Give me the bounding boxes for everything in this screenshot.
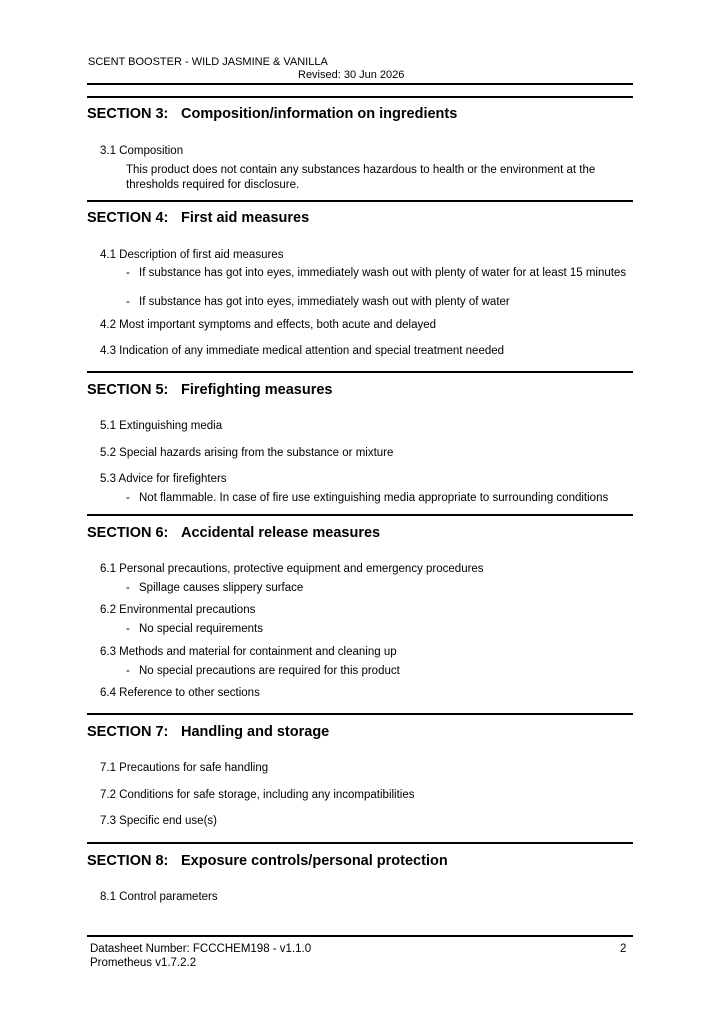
subsection-6-1-bullet-1: - Spillage causes slippery surface [126,581,636,595]
section-6-title: Accidental release measures [181,525,381,541]
subsection-7-2-label: 7.2 Conditions for safe storage, including any incompatibilities [100,789,415,801]
section-4-top-rule [87,200,633,202]
footer-software-version: Prometheus v1.7.2.2 [90,957,197,969]
section-3-title: Composition/information on ingredients [181,106,458,122]
subsection-3-1-label: 3.1 Composition [100,145,184,157]
subsection-8-1-label: 8.1 Control parameters [100,891,218,903]
section-3-heading [87,106,457,123]
bullet-text: If substance has got into eyes, immediately wash out with plenty of water [139,296,510,308]
subsection-5-2-label: 5.2 Special hazards arising from the substance or mixture [100,447,394,459]
section-4-title: First aid measures [181,210,310,226]
section-7-title: Handling and storage [181,724,330,740]
section-8-top-rule [87,842,633,844]
footer-datasheet-number: Datasheet Number: FCCCHEM198 - v1.1.0 [90,943,312,955]
subsection-5-1-label: 5.1 Extinguishing media [100,420,223,432]
subsection-4-1-bullet-1: - If substance has got into eyes, immediately wash out with plenty of water for at least 15 minutes [126,266,636,280]
subsection-6-3-label: 6.3 Methods and material for containment and cleaning up [100,646,397,658]
section-6-top-rule [87,514,633,516]
subsection-4-1-bullet-2: - If substance has got into eyes, immediately wash out with plenty of water [126,295,636,309]
subsection-7-3-label: 7.3 Specific end use(s) [100,815,217,827]
page-number: 2 [620,943,627,955]
subsection-6-4-label: 6.4 Reference to other sections [100,687,260,699]
section-6-heading [87,525,380,542]
section-3-top-rule [87,96,633,98]
subsection-5-3-label: 5.3 Advice for firefighters [100,473,227,485]
subsection-3-1-text: This product does not contain any substances hazardous to health or the environment at the thresholds required for disclosure. [126,164,596,191]
section-3-number: SECTION 3: [87,106,169,122]
section-4-heading [87,210,309,227]
section-5-title: Firefighting measures [181,382,333,398]
document-header-revised: Revised: 30 Jun 2026 [298,69,405,81]
subsection-6-3-bullet-1: - No special precautions are required for this product [126,664,636,678]
footer-divider [87,935,633,937]
bullet-text: No special precautions are required for this product [139,665,400,677]
section-7-heading [87,724,329,741]
section-5-number: SECTION 5: [87,382,169,398]
subsection-4-2-label: 4.2 Most important symptoms and effects, both acute and delayed [100,319,437,331]
section-4-number: SECTION 4: [87,210,169,226]
section-8-heading [87,853,448,870]
section-5-heading [87,382,332,399]
document-header-product: SCENT BOOSTER - WILD JASMINE & VANILLA [88,56,328,68]
subsection-5-3-bullet-1: - Not flammable. In case of fire use extinguishing media appropriate to surrounding conditions [126,491,636,505]
section-7-top-rule [87,713,633,715]
section-6-number: SECTION 6: [87,525,169,541]
subsection-6-2-bullet-1: - No special requirements [126,622,636,636]
section-5-top-rule [87,371,633,373]
subsection-4-3-label: 4.3 Indication of any immediate medical attention and special treatment needed [100,345,505,357]
subsection-6-2-label: 6.2 Environmental precautions [100,604,256,616]
bullet-text: No special requirements [139,623,264,635]
bullet-text: Not flammable. In case of fire use extinguishing media appropriate to surrounding conditions [139,492,609,504]
bullet-text: Spillage causes slippery surface [139,582,304,594]
subsection-4-1-label: 4.1 Description of first aid measures [100,249,284,261]
section-7-number: SECTION 7: [87,724,169,740]
header-divider [87,83,633,85]
bullet-text: If substance has got into eyes, immediately wash out with plenty of water for at least 15 minutes [139,267,627,279]
section-8-number: SECTION 8: [87,853,169,869]
subsection-6-1-label: 6.1 Personal precautions, protective equipment and emergency procedures [100,563,484,575]
subsection-7-1-label: 7.1 Precautions for safe handling [100,762,269,774]
section-8-title: Exposure controls/personal protection [181,853,448,869]
